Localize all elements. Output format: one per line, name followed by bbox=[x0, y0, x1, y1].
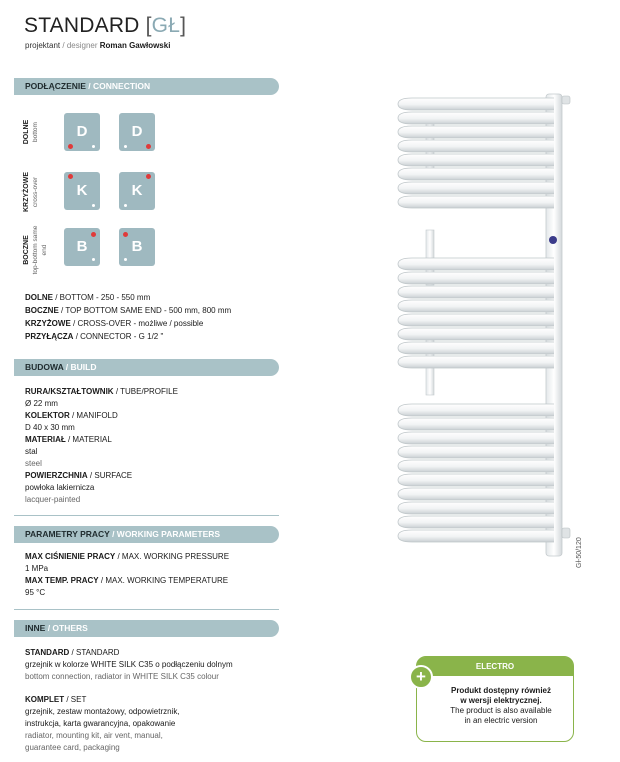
radiator-illustration bbox=[390, 80, 580, 560]
product-code: GŁ bbox=[151, 14, 181, 37]
radiator-bar bbox=[398, 418, 554, 430]
section-others-header: INNE / OTHERS bbox=[14, 620, 279, 637]
others-standard: STANDARD / STANDARD grzejnik w kolorze WHITE SILK C35 o podłączeniu dolnym bottom connection, radiator in WHITE SILK C35 colour bbox=[25, 648, 233, 681]
working-specs: MAX CIŚNIENIE PRACY / MAX. WORKING PRESSURE 1 MPa MAX TEMP. PRACY / MAX. WORKING TEMPERATURE 95 °C bbox=[25, 552, 230, 597]
radiator-bar bbox=[398, 328, 554, 340]
connection-type-label-crossover: KRZYŻOWE cross-over bbox=[23, 171, 39, 213]
connection-diagram-b2: B bbox=[119, 228, 155, 266]
outlet-marker bbox=[123, 144, 128, 149]
logo-badge bbox=[549, 236, 557, 244]
radiator-bar bbox=[398, 182, 554, 194]
radiator-bar bbox=[398, 140, 554, 152]
radiator-bar bbox=[398, 286, 554, 298]
connection-diagram-d1: D bbox=[64, 113, 100, 151]
outlet-marker bbox=[91, 257, 96, 262]
inlet-marker bbox=[68, 174, 73, 179]
radiator-bar bbox=[398, 474, 554, 486]
others-set: KOMPLET / SET grzejnik, zestaw montażowy, odpowietrznik, instrukcja, karta gwarancyjna, opakowanie radiator, mounting kit, air vent, manual, guarantee card, packaging bbox=[25, 695, 180, 752]
radiator-bar bbox=[398, 300, 554, 312]
air-vent bbox=[562, 96, 570, 104]
designer-name: Roman Gawłowski bbox=[99, 41, 171, 50]
radiator-bar bbox=[398, 502, 554, 514]
radiator-bar bbox=[398, 404, 554, 416]
connection-diagram-k2: K bbox=[119, 172, 155, 210]
divider bbox=[14, 609, 279, 610]
connection-type-label-sameend: BOCZNE top-bottom same end bbox=[23, 225, 48, 275]
connection-type-label-bottom: DOLNE bottom bbox=[23, 119, 39, 145]
radiator-bar bbox=[398, 488, 554, 500]
radiator-bar bbox=[398, 98, 554, 110]
outlet-marker bbox=[123, 257, 128, 262]
section-build-header: BUDOWA / BUILD bbox=[14, 359, 279, 376]
radiator-bar bbox=[398, 530, 554, 542]
radiator-bar bbox=[398, 272, 554, 284]
radiator-bar bbox=[398, 342, 554, 354]
radiator-bar bbox=[398, 126, 554, 138]
spec-same-end: BOCZNE / TOP BOTTOM SAME END - 500 mm, 800 mm bbox=[25, 306, 232, 315]
section-working-header: PARAMETRY PRACY / WORKING PARAMETERS bbox=[14, 526, 279, 543]
outlet-marker bbox=[91, 144, 96, 149]
electro-text: Produkt dostępny również w wersji elektrycznej. The product is also available in an electric version bbox=[450, 686, 552, 725]
radiator-bar bbox=[398, 432, 554, 444]
model-code: Gł-50/120 bbox=[576, 537, 583, 568]
radiator-bar bbox=[398, 446, 554, 458]
connection-diagram-b1: B bbox=[64, 228, 100, 266]
divider bbox=[14, 515, 279, 516]
designer-line: projektant / designer Roman Gawłowski bbox=[25, 41, 171, 50]
radiator-bar bbox=[398, 516, 554, 528]
electro-note bbox=[416, 656, 574, 742]
radiator-bar bbox=[398, 460, 554, 472]
build-specs: RURA/KSZTAŁTOWNIK / TUBE/PROFILE Ø 22 mm KOLEKTOR / MANIFOLD D 40 x 30 mm MATERIAŁ / MATERIAL stal steel POWIERZCHNIA / SURFACE powłoka lakiernicza lacquer-painted bbox=[25, 387, 178, 504]
radiator-bar bbox=[398, 196, 554, 208]
radiator-bar bbox=[398, 356, 554, 368]
inlet-marker bbox=[91, 232, 96, 237]
connection-diagram-k1: K bbox=[64, 172, 100, 210]
radiator-bar bbox=[398, 154, 554, 166]
product-title: STANDARD [GŁ] bbox=[24, 14, 187, 37]
outlet-marker bbox=[123, 203, 128, 208]
connection-diagram-d2: D bbox=[119, 113, 155, 151]
plus-icon: + bbox=[409, 665, 433, 689]
outlet-marker bbox=[91, 203, 96, 208]
inlet-marker bbox=[146, 174, 151, 179]
spec-cross-over: KRZYŻOWE / CROSS-OVER - możliwe / possible bbox=[25, 319, 204, 328]
spec-bottom: DOLNE / BOTTOM - 250 - 550 mm bbox=[25, 293, 151, 302]
inlet-marker bbox=[146, 144, 151, 149]
radiator-bar bbox=[398, 258, 554, 270]
radiator-bar bbox=[398, 314, 554, 326]
connector-pipe bbox=[562, 528, 570, 538]
inlet-marker bbox=[123, 232, 128, 237]
inlet-marker bbox=[68, 144, 73, 149]
section-connection-header: PODŁĄCZENIE / CONNECTION bbox=[14, 78, 279, 95]
radiator-bar bbox=[398, 112, 554, 124]
electro-title: ELECTRO bbox=[417, 657, 573, 676]
spec-connector: PRZYŁĄCZA / CONNECTOR - G 1/2 " bbox=[25, 332, 164, 341]
radiator-bar bbox=[398, 168, 554, 180]
